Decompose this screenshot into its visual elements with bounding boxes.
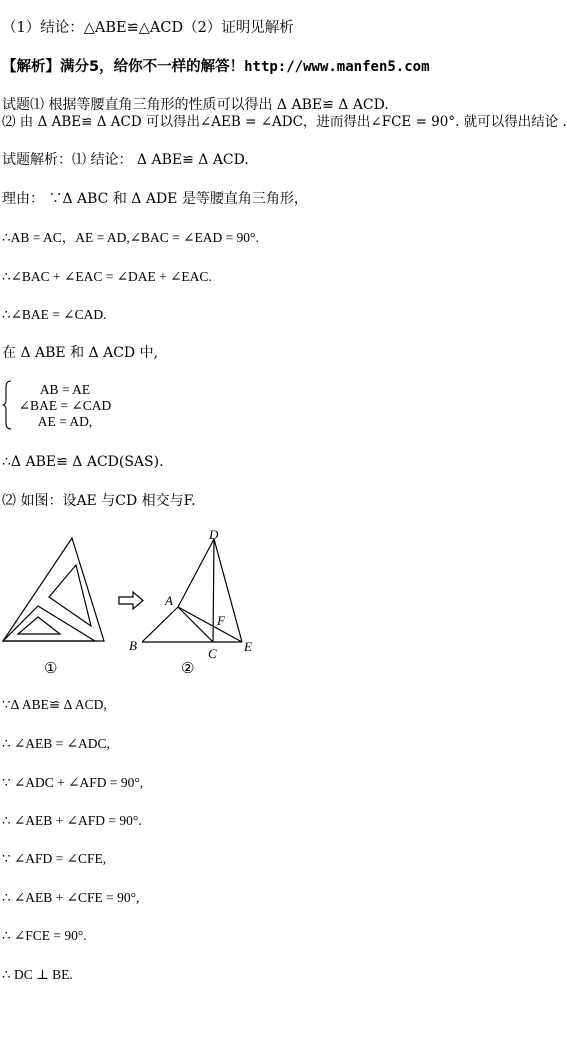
solution-line-3: ∴AB = AC，AE = AD,∠BAC = ∠EAD = 90°. <box>2 230 259 245</box>
analysis-url[interactable]: http://www.manfen5.com <box>244 59 430 75</box>
solution-line-13: ∵ ∠AFD = ∠CFE, <box>2 851 107 866</box>
label-B: B <box>129 638 137 653</box>
figure-1-set-squares <box>3 538 104 641</box>
caption-figure-2: ② <box>181 661 195 677</box>
solution-line-2: 理由： ∵Δ ABC 和 Δ ADE 是等腰直角三角形， <box>2 191 308 207</box>
solution-line-16: ∴ DC ⊥ BE. <box>2 967 73 982</box>
small-triangle-outer <box>3 606 95 641</box>
system-row-1: AB = AE <box>39 382 91 397</box>
solution-line-4: ∴∠BAC + ∠EAC = ∠DAE + ∠EAC. <box>2 269 212 284</box>
segment-AD <box>178 539 214 607</box>
analysis-tag: 【解析】 <box>2 59 60 75</box>
solution-line-9: ∵Δ ABE≌ Δ ACD, <box>2 697 107 712</box>
solution-line-8: ⑵ 如图：设AE 与CD 相交与F. <box>2 493 196 509</box>
hint-line-1: 试题⑴ 根据等腰直角三角形的性质可以得出 Δ ABE≌ Δ ACD. <box>2 97 389 113</box>
system-row-2: ∠BAE = ∠CAD <box>18 398 112 413</box>
analysis-header <box>2 58 430 76</box>
solution-line-12: ∴ ∠AEB + ∠AFD = 90°. <box>2 813 142 828</box>
segment-AC <box>178 607 213 642</box>
solution-line-11: ∵ ∠ADC + ∠AFD = 90°, <box>2 775 144 790</box>
hint-line-2: ⑵ 由 Δ ABE≌ Δ ACD 可以得出∠AEB = ∠ADC，进而得出∠FCE = 90°. 就可以得出结论 . <box>2 114 567 130</box>
label-E: E <box>244 639 252 654</box>
solution-line-1: 试题解析：⑴ 结论： Δ ABE≌ Δ ACD. <box>2 152 249 168</box>
analysis-slogan: 满分5，给你不一样的解答！ <box>60 59 245 75</box>
label-F: F <box>217 613 225 628</box>
equation-system <box>2 380 122 434</box>
caption-figure-1: ① <box>44 661 58 677</box>
solution-line-5: ∴∠BAE = ∠CAD. <box>2 307 107 322</box>
point-labels <box>129 527 252 661</box>
solution-line-6: 在 Δ ABE 和 Δ ACD 中, <box>2 345 159 361</box>
label-D: D <box>209 527 219 542</box>
arrow-icon <box>119 592 143 609</box>
solution-line-14: ∴ ∠AEB + ∠CFE = 90°, <box>2 890 140 905</box>
solution-line-7: ∴Δ ABE≌ Δ ACD(SAS). <box>2 454 164 470</box>
answer-line: （1）结论：△ABE≌△ACD（2）证明见解析 <box>2 20 294 36</box>
figure-2-triangles <box>142 539 242 642</box>
system-row-3: AE = AD, <box>37 414 93 429</box>
segment-AE <box>178 607 242 642</box>
segment-BA <box>142 607 178 642</box>
geometry-figure <box>0 525 567 680</box>
solution-line-15: ∴ ∠FCE = 90°. <box>2 928 87 943</box>
solution-line-10: ∴ ∠AEB = ∠ADC, <box>2 736 110 751</box>
label-C: C <box>208 646 217 661</box>
label-A: A <box>165 593 173 608</box>
